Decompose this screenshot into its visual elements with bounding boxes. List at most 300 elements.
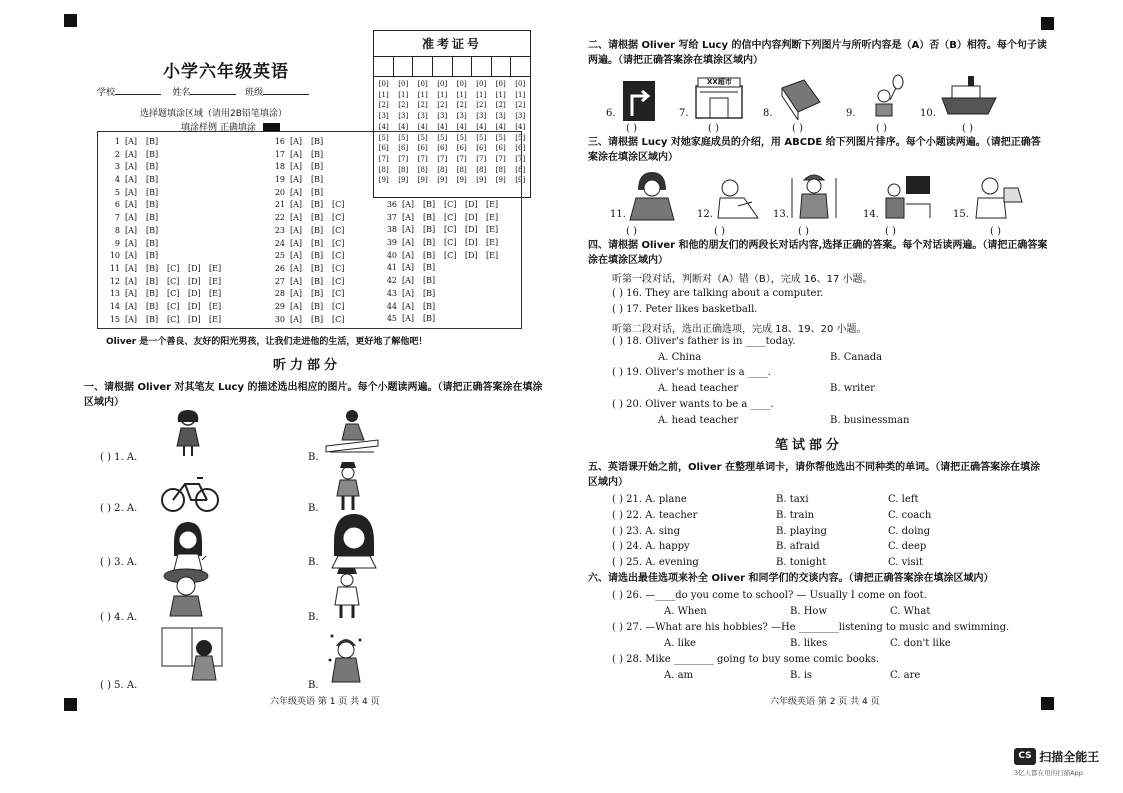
answer-row bbox=[104, 288, 230, 301]
answer-bubble[interactable]: [B] bbox=[146, 200, 159, 210]
answer-bubble[interactable]: [C] bbox=[444, 225, 457, 235]
answer-bubble[interactable]: [A] bbox=[402, 200, 415, 209]
exam-digit-bubble[interactable]: [4] bbox=[476, 122, 487, 131]
answer-row-number: 26 bbox=[274, 263, 285, 273]
answer-bubble[interactable]: [A] bbox=[402, 314, 415, 324]
answer-bubble[interactable]: [A] bbox=[290, 263, 303, 273]
question-19-option-b: B. writer bbox=[830, 383, 875, 394]
exam-digit-bubble[interactable]: [3] bbox=[476, 112, 487, 121]
exam-digit-bubble[interactable]: [9] bbox=[456, 176, 467, 185]
answer-bubble[interactable]: [B] bbox=[311, 289, 324, 299]
section-2-answer-paren[interactable]: ( ) bbox=[792, 123, 803, 134]
answer-row-number: 5 bbox=[114, 187, 120, 197]
answer-bubble[interactable]: [A] bbox=[125, 175, 138, 185]
exam-digit-bubble[interactable]: [6] bbox=[417, 144, 428, 153]
answer-bubble[interactable]: [B] bbox=[311, 301, 324, 311]
answer-row bbox=[381, 262, 507, 275]
exam-digit-bubble[interactable]: [6] bbox=[437, 144, 448, 153]
answer-bubble[interactable]: [A] bbox=[125, 314, 138, 324]
question-27-option-b: B. likes bbox=[790, 638, 828, 649]
answer-bubble[interactable]: [C] bbox=[167, 314, 180, 324]
section-5-question: ( ) 22. A. teacher bbox=[612, 509, 698, 521]
answer-bubble[interactable]: [A] bbox=[125, 263, 138, 273]
answer-bubble[interactable]: [E] bbox=[209, 314, 222, 324]
question-16: ( ) 16. They are talking about a computer. bbox=[612, 288, 824, 299]
answer-row bbox=[104, 314, 230, 327]
exam-digit-bubble[interactable]: [0] bbox=[378, 80, 389, 88]
exam-digit-bubble[interactable]: [1] bbox=[378, 90, 389, 99]
answer-row bbox=[104, 174, 230, 187]
exam-digit-bubble[interactable]: [2] bbox=[417, 101, 428, 110]
section-5-question: ( ) 25. A. evening bbox=[612, 557, 699, 569]
question-20-option-a: A. head teacher bbox=[658, 415, 739, 426]
answer-bubble[interactable]: [C] bbox=[444, 212, 457, 222]
exam-digit-bubble[interactable]: [6] bbox=[476, 144, 487, 153]
answer-row-number: 13 bbox=[109, 289, 120, 299]
answer-bubble[interactable]: [B] bbox=[311, 314, 324, 324]
exam-digit-bubble[interactable]: [2] bbox=[378, 101, 389, 110]
answer-bubble[interactable]: [B] bbox=[146, 225, 159, 235]
answer-bubble[interactable]: [B] bbox=[146, 301, 159, 311]
answer-bubble[interactable]: [A] bbox=[290, 251, 303, 261]
section-1-question: ( ) 3. A. bbox=[100, 557, 138, 568]
answer-bubble[interactable]: [B] bbox=[423, 314, 436, 324]
section-5-question: ( ) 21. A. plane bbox=[612, 494, 687, 505]
exam-digit-bubble[interactable]: [0] bbox=[456, 80, 467, 88]
exam-digit-bubble[interactable]: [7] bbox=[378, 154, 389, 163]
answer-bubble[interactable]: [A] bbox=[290, 187, 303, 197]
answer-bubble[interactable]: [A] bbox=[125, 200, 138, 210]
answer-bubble[interactable]: [C] bbox=[332, 225, 345, 235]
exam-digit-bubble[interactable]: [8] bbox=[495, 165, 506, 174]
exam-digit-bubble[interactable]: [3] bbox=[378, 112, 389, 121]
exam-digit-bubble[interactable]: [7] bbox=[515, 154, 526, 163]
exam-digit-bubble[interactable]: [4] bbox=[437, 122, 448, 131]
answer-row-number: 28 bbox=[274, 289, 285, 299]
answer-column-1 bbox=[104, 136, 230, 326]
exam-digit-bubble[interactable]: [0] bbox=[495, 80, 506, 88]
q12-grandma-illustration bbox=[712, 176, 762, 222]
answer-bubble[interactable]: [A] bbox=[125, 213, 138, 223]
answer-bubble[interactable]: [C] bbox=[332, 263, 345, 273]
answer-bubble[interactable]: [B] bbox=[311, 187, 324, 197]
section-2-answer-paren[interactable]: ( ) bbox=[626, 123, 637, 134]
exam-digit-bubble[interactable]: [2] bbox=[495, 101, 506, 110]
answer-row-number: 1 bbox=[114, 137, 120, 146]
exam-digit-bubble[interactable]: [5] bbox=[398, 133, 409, 142]
section-2-answer-paren[interactable]: ( ) bbox=[876, 123, 887, 134]
answer-bubble[interactable]: [A] bbox=[402, 288, 415, 298]
exam-digit-bubble[interactable]: [7] bbox=[495, 154, 506, 163]
q11-woman-illustration bbox=[626, 170, 676, 222]
exam-digit-bubble[interactable]: [4] bbox=[378, 122, 389, 131]
section-3-answer-paren[interactable]: ( ) bbox=[990, 226, 1001, 237]
answer-bubble[interactable]: [A] bbox=[290, 225, 303, 235]
answer-bubble[interactable]: [A] bbox=[290, 137, 303, 146]
camscanner-logo: CS bbox=[1014, 748, 1036, 765]
page-1-footer: 六年级英语 第 1 页 共 4 页 bbox=[270, 697, 380, 707]
registration-mark bbox=[64, 14, 77, 27]
exam-digit-bubble[interactable]: [2] bbox=[515, 101, 526, 110]
exam-digit-bubble[interactable]: [4] bbox=[417, 122, 428, 131]
exam-digit-bubble[interactable]: [5] bbox=[515, 133, 526, 142]
exam-digit-bubble[interactable]: [9] bbox=[417, 176, 428, 185]
answer-bubble[interactable]: [A] bbox=[290, 238, 303, 248]
answer-row bbox=[104, 212, 230, 225]
exam-digit-bubble[interactable]: [5] bbox=[456, 133, 467, 142]
answer-bubble[interactable]: [D] bbox=[188, 263, 201, 273]
exam-digit-bubble[interactable]: [7] bbox=[456, 154, 467, 163]
answer-bubble[interactable]: [D] bbox=[188, 314, 201, 324]
answer-bubble[interactable]: [A] bbox=[290, 162, 303, 172]
section-5-instruction bbox=[588, 460, 1048, 490]
answer-row bbox=[269, 149, 353, 162]
answer-bubble[interactable]: [D] bbox=[188, 301, 201, 311]
answer-row bbox=[104, 149, 230, 162]
answer-column-3 bbox=[381, 199, 507, 326]
exam-digit-bubble[interactable]: [9] bbox=[398, 176, 409, 185]
question-26-option-a: A. When bbox=[664, 606, 707, 617]
answer-bubble[interactable]: [B] bbox=[146, 213, 159, 223]
exam-digit-bubble[interactable]: [1] bbox=[515, 90, 526, 99]
q4a-girl-hat-illustration bbox=[160, 566, 212, 618]
answer-bubble[interactable]: [D] bbox=[465, 225, 478, 235]
section-1-option-b-label: B. bbox=[308, 612, 319, 623]
answer-bubble[interactable]: [C] bbox=[167, 289, 180, 299]
exam-digit-bubble[interactable]: [8] bbox=[515, 165, 526, 174]
answer-bubble[interactable]: [A] bbox=[125, 301, 138, 311]
answer-bubble[interactable]: [A] bbox=[125, 187, 138, 197]
answer-bubble[interactable]: [C] bbox=[332, 301, 345, 311]
answer-row-number: 4 bbox=[114, 175, 120, 185]
section-2-answer-paren[interactable]: ( ) bbox=[962, 123, 973, 134]
exam-number-title: 准考证号 bbox=[374, 31, 530, 57]
scanner-watermark bbox=[1014, 748, 1099, 777]
answer-bubble[interactable]: [E] bbox=[209, 301, 222, 311]
dialog-2-instruction: 听第二段对话，选出正确选项，完成 18、19、20 小题。 bbox=[612, 324, 867, 335]
q5b-girl-snow-illustration bbox=[326, 630, 366, 686]
question-17: ( ) 17. Peter likes basketball. bbox=[612, 304, 758, 315]
exam-digit-bubble[interactable]: [0] bbox=[398, 80, 409, 88]
exam-digit-bubble[interactable]: [0] bbox=[417, 80, 428, 88]
q2a-bicycle-icon bbox=[160, 470, 220, 515]
answer-bubble[interactable]: [C] bbox=[167, 301, 180, 311]
exam-digit-bubble[interactable]: [3] bbox=[417, 112, 428, 121]
exam-digit-bubble[interactable]: [3] bbox=[515, 112, 526, 121]
answer-bubble[interactable]: [C] bbox=[332, 289, 345, 299]
answer-bubble[interactable]: [A] bbox=[290, 213, 303, 223]
listening-section-heading: 听力部分 bbox=[273, 358, 342, 373]
section-5-option-b: B. train bbox=[776, 509, 815, 521]
answer-row bbox=[381, 212, 507, 225]
answer-row-number: 3 bbox=[114, 162, 120, 172]
answer-bubble[interactable]: [C] bbox=[167, 263, 180, 273]
answer-bubble[interactable]: [A] bbox=[402, 250, 415, 260]
answer-bubble[interactable]: [A] bbox=[290, 314, 303, 324]
answer-bubble[interactable]: [C] bbox=[332, 213, 345, 223]
answer-bubble[interactable]: [B] bbox=[423, 288, 436, 298]
answer-bubble[interactable]: [A] bbox=[125, 251, 138, 261]
exam-digit-bubble[interactable]: [3] bbox=[437, 112, 448, 121]
class-field[interactable] bbox=[263, 94, 309, 95]
answer-bubble[interactable]: [A] bbox=[290, 276, 303, 286]
exam-digit-bubble[interactable]: [5] bbox=[417, 133, 428, 142]
answer-row bbox=[269, 288, 353, 301]
exam-digit-bubble[interactable]: [7] bbox=[417, 154, 428, 163]
answer-bubble[interactable]: [B] bbox=[423, 225, 436, 235]
section-2-text: 二、请根据 Oliver 写给 Lucy 的信中内容判断下列图片与所听内容是（A）否（B）相符。每个句子读两遍。（请把正确答案涂在填涂区域内） bbox=[588, 40, 1047, 66]
answer-bubble[interactable]: [B] bbox=[423, 200, 436, 209]
exam-digit-bubble[interactable]: [5] bbox=[437, 133, 448, 142]
exam-digit-bubble[interactable]: [5] bbox=[495, 133, 506, 142]
answer-bubble[interactable]: [A] bbox=[402, 225, 415, 235]
answer-bubble[interactable]: [A] bbox=[402, 276, 415, 286]
exam-digit-bubble[interactable]: [2] bbox=[456, 101, 467, 110]
exam-digit-bubble[interactable]: [8] bbox=[398, 165, 409, 174]
answer-bubble[interactable]: [B] bbox=[146, 263, 159, 273]
answer-row-number: 11 bbox=[109, 263, 120, 273]
answer-bubble[interactable]: [E] bbox=[209, 276, 222, 286]
section-3-number: 13. bbox=[773, 209, 789, 220]
answer-bubble[interactable]: [D] bbox=[188, 276, 201, 286]
answer-bubble[interactable]: [E] bbox=[486, 225, 499, 235]
exam-digit-bubble[interactable]: [6] bbox=[398, 144, 409, 153]
section-3-answer-paren[interactable]: ( ) bbox=[885, 226, 896, 237]
answer-bubble[interactable]: [C] bbox=[167, 276, 180, 286]
exam-digit-bubble[interactable]: [1] bbox=[476, 90, 487, 99]
exam-digit-bubble[interactable]: [9] bbox=[476, 176, 487, 185]
q15-man-laptop-illustration bbox=[972, 174, 1026, 220]
section-3-answer-paren[interactable]: ( ) bbox=[714, 226, 725, 237]
answer-bubble[interactable]: [A] bbox=[125, 276, 138, 286]
exam-digit-bubble[interactable]: [8] bbox=[378, 165, 389, 174]
answer-row bbox=[269, 263, 353, 276]
section-5-question: ( ) 23. A. sing bbox=[612, 525, 680, 537]
exam-digit-bubble[interactable]: [8] bbox=[437, 165, 448, 174]
answer-bubble[interactable]: [C] bbox=[332, 314, 345, 324]
answer-row bbox=[269, 314, 353, 327]
exam-digit-bubble[interactable]: [9] bbox=[515, 176, 526, 185]
motto-text: Oliver 是一个善良、友好的阳光男孩，让我们走进他的生活，更好地了解他吧！ bbox=[106, 337, 428, 347]
exam-digit-bubble[interactable]: [4] bbox=[456, 122, 467, 131]
answer-bubble[interactable]: [B] bbox=[146, 137, 159, 146]
answer-bubble[interactable]: [D] bbox=[465, 238, 478, 248]
exam-digit-bubble[interactable]: [4] bbox=[515, 122, 526, 131]
answer-bubble[interactable]: [C] bbox=[332, 276, 345, 286]
exam-digit-bubble[interactable]: [7] bbox=[398, 154, 409, 163]
answer-bubble[interactable]: [C] bbox=[332, 200, 345, 210]
answer-bubble[interactable]: [E] bbox=[486, 238, 499, 248]
answer-bubble[interactable]: [B] bbox=[146, 175, 159, 185]
exam-digit-bubble[interactable]: [9] bbox=[437, 176, 448, 185]
question-26-option-b: B. How bbox=[790, 606, 828, 617]
exam-digit-bubble[interactable]: [3] bbox=[495, 112, 506, 121]
answer-row bbox=[381, 237, 507, 250]
exam-digit-bubble[interactable]: [8] bbox=[417, 165, 428, 174]
section-2-answer-paren[interactable]: ( ) bbox=[708, 123, 719, 134]
name-field[interactable] bbox=[190, 94, 236, 95]
section-3-number: 12. bbox=[697, 209, 713, 220]
answer-bubble[interactable]: [A] bbox=[290, 175, 303, 185]
question-19: ( ) 19. Oliver's mother is a ____. bbox=[612, 367, 771, 378]
exam-digit-bubble[interactable]: [7] bbox=[437, 154, 448, 163]
answer-row bbox=[269, 187, 353, 200]
answer-row bbox=[269, 276, 353, 289]
answer-bubble[interactable]: [E] bbox=[209, 289, 222, 299]
answer-bubble[interactable]: [B] bbox=[146, 314, 159, 324]
answer-bubble[interactable]: [B] bbox=[311, 162, 324, 172]
answer-row-number: 40 bbox=[386, 250, 397, 260]
question-26: ( ) 26. —____do you come to school? — Usually I come on foot. bbox=[612, 590, 927, 601]
exam-digit-bubble[interactable]: [2] bbox=[398, 101, 409, 110]
exam-digit-bubble[interactable]: [1] bbox=[437, 90, 448, 99]
answer-bubble[interactable]: [D] bbox=[465, 250, 478, 260]
school-field[interactable] bbox=[115, 94, 161, 95]
answer-bubble[interactable]: [A] bbox=[125, 162, 138, 172]
answer-row bbox=[104, 199, 230, 212]
answer-bubble[interactable]: [E] bbox=[209, 263, 222, 273]
answer-bubble[interactable]: [B] bbox=[423, 276, 436, 286]
answer-bubble[interactable]: [B] bbox=[311, 251, 324, 261]
answer-bubble[interactable]: [B] bbox=[423, 250, 436, 260]
answer-row bbox=[269, 174, 353, 187]
exam-digit-bubble[interactable]: [1] bbox=[495, 90, 506, 99]
exam-digit-bubble[interactable]: [6] bbox=[515, 144, 526, 153]
answer-bubble[interactable]: [E] bbox=[486, 250, 499, 260]
answer-bubble[interactable]: [A] bbox=[125, 289, 138, 299]
question-28-option-a: A. am bbox=[664, 670, 694, 681]
section-1-question: ( ) 2. A. bbox=[100, 503, 138, 514]
answer-bubble[interactable]: [A] bbox=[402, 263, 415, 273]
exam-digit-bubble[interactable]: [7] bbox=[476, 154, 487, 163]
section-5-text: 五、英语课开始之前，Oliver 在整理单词卡，请你帮他选出不同种类的单词。（请把正确答案涂在填涂区域内） bbox=[588, 462, 1041, 488]
exam-digit-bubble[interactable]: [6] bbox=[495, 144, 506, 153]
exam-digit-bubble[interactable]: [1] bbox=[456, 90, 467, 99]
exam-digit-bubble[interactable]: [8] bbox=[456, 165, 467, 174]
section-2-number: 9. bbox=[846, 108, 856, 119]
answer-bubble[interactable]: [B] bbox=[146, 187, 159, 197]
section-5-option-b: B. taxi bbox=[776, 494, 809, 505]
section-6-text: 六、请选出最佳选项来补全 Oliver 和同学们的交谈内容。（请把正确答案涂在填涂区域内） bbox=[588, 573, 994, 584]
answer-bubble[interactable]: [E] bbox=[486, 200, 499, 209]
answer-bubble[interactable]: [A] bbox=[125, 137, 138, 146]
exam-number-write-row[interactable] bbox=[374, 57, 530, 77]
exam-digit-bubble[interactable]: [9] bbox=[378, 176, 389, 185]
answer-bubble[interactable]: [C] bbox=[444, 200, 457, 209]
answer-bubble[interactable]: [B] bbox=[423, 301, 436, 311]
answer-bubble[interactable]: [B] bbox=[311, 263, 324, 273]
answer-bubble[interactable]: [C] bbox=[332, 251, 345, 261]
answer-bubble[interactable]: [D] bbox=[465, 212, 478, 222]
answer-bubble[interactable]: [B] bbox=[423, 212, 436, 222]
answer-bubble[interactable]: [B] bbox=[311, 200, 324, 210]
exam-digit-bubble[interactable]: [0] bbox=[515, 80, 526, 88]
exam-digit-bubble[interactable]: [6] bbox=[456, 144, 467, 153]
exam-digit-bubble[interactable]: [0] bbox=[437, 80, 448, 88]
answer-bubble[interactable]: [B] bbox=[423, 238, 436, 248]
exam-digit-bubble[interactable]: [6] bbox=[378, 144, 389, 153]
registration-mark bbox=[1041, 697, 1054, 710]
answer-row-number: 9 bbox=[114, 238, 120, 248]
answer-bubble[interactable]: [A] bbox=[402, 238, 415, 248]
answer-bubble[interactable]: [B] bbox=[146, 276, 159, 286]
exam-digit-bubble[interactable]: [2] bbox=[437, 101, 448, 110]
answer-row-number: 18 bbox=[274, 162, 285, 172]
section-3-answer-paren[interactable]: ( ) bbox=[798, 226, 809, 237]
answer-row bbox=[104, 225, 230, 238]
answer-row-number: 44 bbox=[386, 301, 397, 311]
answer-bubble[interactable]: [A] bbox=[402, 301, 415, 311]
fill-example-text: 填涂样例 正确填涂 bbox=[181, 123, 256, 133]
exam-digit-bubble[interactable]: [3] bbox=[398, 112, 409, 121]
answer-row-number: 8 bbox=[114, 225, 120, 235]
exam-digit-bubble[interactable]: [9] bbox=[495, 176, 506, 185]
answer-bubble[interactable]: [B] bbox=[311, 238, 324, 248]
answer-bubble[interactable]: [D] bbox=[465, 200, 478, 209]
answer-bubble[interactable]: [B] bbox=[146, 162, 159, 172]
answer-bubble[interactable]: [A] bbox=[290, 289, 303, 299]
answer-bubble[interactable]: [B] bbox=[146, 289, 159, 299]
answer-bubble[interactable]: [B] bbox=[146, 251, 159, 261]
answer-bubble[interactable]: [E] bbox=[486, 212, 499, 222]
answer-bubble[interactable]: [B] bbox=[311, 137, 324, 146]
answer-row-number: 7 bbox=[114, 213, 120, 223]
exam-digit-bubble[interactable]: [1] bbox=[398, 90, 409, 99]
answer-bubble[interactable]: [B] bbox=[311, 149, 324, 159]
exam-digit-bubble[interactable]: [4] bbox=[398, 122, 409, 131]
answer-bubble[interactable]: [A] bbox=[125, 149, 138, 159]
answer-bubble[interactable]: [B] bbox=[146, 238, 159, 248]
answer-bubble[interactable]: [B] bbox=[311, 175, 324, 185]
section-3-answer-paren[interactable]: ( ) bbox=[626, 226, 637, 237]
answer-bubble[interactable]: [C] bbox=[444, 238, 457, 248]
answer-bubble[interactable]: [B] bbox=[311, 225, 324, 235]
answer-bubble[interactable]: [C] bbox=[332, 238, 345, 248]
exam-digit-bubble[interactable]: [3] bbox=[456, 112, 467, 121]
answer-bubble[interactable]: [A] bbox=[125, 238, 138, 248]
exam-digit-bubble[interactable]: [1] bbox=[417, 90, 428, 99]
q6-turn-right-sign-icon bbox=[622, 80, 656, 122]
exam-digit-bubble[interactable]: [2] bbox=[476, 101, 487, 110]
answer-bubble[interactable]: [B] bbox=[311, 213, 324, 223]
question-28-option-b: B. is bbox=[790, 670, 813, 681]
question-27-option-a: A. like bbox=[664, 638, 696, 649]
answer-bubble[interactable]: [D] bbox=[188, 289, 201, 299]
answer-bubble[interactable]: [A] bbox=[290, 149, 303, 159]
answer-bubble[interactable]: [A] bbox=[402, 212, 415, 222]
section-1-text: 一、请根据 Oliver 对其笔友 Lucy 的描述选出相应的图片。每个小题读两遍。（请把正确答案涂在填涂区域内） bbox=[84, 382, 543, 408]
section-5-option-c: C. coach bbox=[888, 509, 932, 521]
answer-bubble[interactable]: [A] bbox=[125, 225, 138, 235]
answer-bubble[interactable]: [C] bbox=[444, 250, 457, 260]
answer-row bbox=[269, 199, 353, 212]
answer-bubble[interactable]: [A] bbox=[290, 301, 303, 311]
exam-digit-bubble[interactable]: [4] bbox=[495, 122, 506, 131]
answer-bubble[interactable]: [B] bbox=[311, 276, 324, 286]
exam-digit-bubble[interactable]: [0] bbox=[476, 80, 487, 88]
exam-digit-bubble[interactable]: [8] bbox=[476, 165, 487, 174]
answer-bubble[interactable]: [B] bbox=[423, 263, 436, 273]
answer-row-number: 45 bbox=[386, 314, 397, 324]
answer-bubble[interactable]: [A] bbox=[290, 200, 303, 210]
exam-digit-bubble[interactable]: [5] bbox=[476, 133, 487, 142]
section-5-option-c: C. deep bbox=[888, 541, 927, 553]
answer-bubble[interactable]: [B] bbox=[146, 149, 159, 159]
registration-mark bbox=[64, 698, 77, 711]
section-2-number: 7. bbox=[679, 108, 689, 119]
exam-digit-bubble[interactable]: [5] bbox=[378, 133, 389, 142]
answer-row-number: 30 bbox=[274, 314, 285, 324]
